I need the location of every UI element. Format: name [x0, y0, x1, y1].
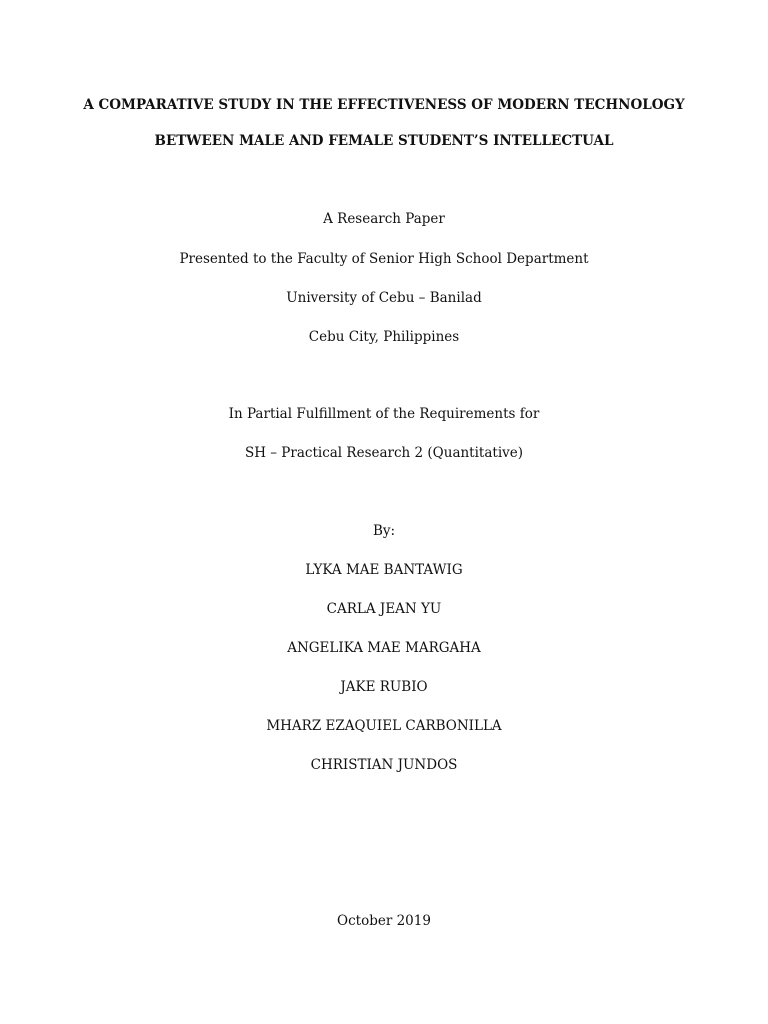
requirement-line-1: In Partial Fulfillment of the Requirements for [228, 406, 540, 422]
author-name: MHARZ EZAQUIEL CARBONILLA [266, 718, 502, 734]
requirement-line-2: SH – Practical Research 2 (Quantitative) [244, 445, 524, 461]
university: University of Cebu – Banilad [286, 290, 482, 306]
title-line-2: BETWEEN MALE AND FEMALE STUDENT’S INTELLECTUAL [154, 133, 614, 149]
paper-type: A Research Paper [323, 211, 445, 227]
author-name: CHRISTIAN JUNDOS [310, 757, 458, 773]
title-line-1: A COMPARATIVE STUDY IN THE EFFECTIVENESS OF MODERN TECHNOLOGY [83, 97, 685, 113]
author-name: LYKA MAE BANTAWIG [305, 562, 463, 578]
author-name: CARLA JEAN YU [326, 601, 442, 617]
author-name: ANGELIKA MAE MARGAHA [287, 640, 481, 656]
presented-to: Presented to the Faculty of Senior High School Department [179, 251, 589, 267]
authors-label: By: [372, 523, 396, 539]
date: October 2019 [337, 913, 431, 929]
location: Cebu City, Philippines [308, 329, 460, 345]
author-name: JAKE RUBIO [340, 679, 428, 695]
